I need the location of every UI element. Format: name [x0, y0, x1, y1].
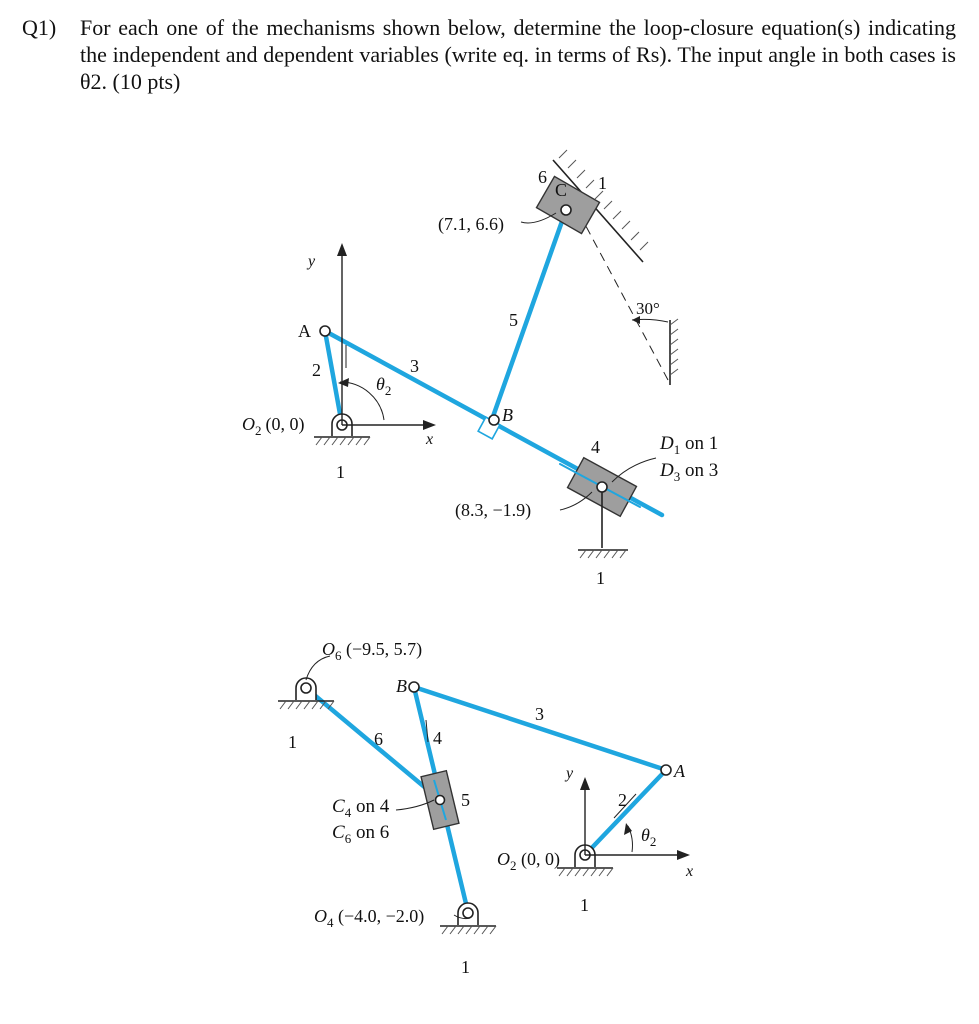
fig2-link-3-label: 3: [535, 704, 544, 724]
fig2-link-6-label: 6: [374, 729, 383, 749]
fig1-pin-B: [489, 415, 499, 425]
fig1-ground-4: [578, 550, 628, 558]
fig2-link-3: [414, 687, 666, 770]
fig1-origin-label: $O_2$ (0, 0): [242, 414, 305, 438]
fig1-link-5-label: 5: [509, 310, 518, 330]
fig2-link-2-label: 2: [618, 790, 627, 810]
question-text: For each one of the mechanisms shown below, determine the loop-closure equation(s) indicating the independent and dependent variables (write eq. in terms of Rs). The input angle in both cases is θ2. (10 pts): [80, 15, 956, 94]
fig1-y-arrow-icon: [337, 243, 347, 256]
fig1-angle-label: 30°: [636, 299, 660, 318]
fig1-link-5: [490, 210, 566, 425]
fig2-ground-1a: 1: [288, 732, 297, 752]
fig2-pin-A: [661, 765, 671, 775]
fig1-link-4-label: 4: [591, 437, 600, 457]
fig1-ground-1a: 1: [598, 173, 607, 193]
fig1-link-2: [325, 331, 342, 425]
fig1-note-D1: $D_1$ on 1: [660, 433, 719, 457]
fig1-slider-path: [572, 200, 668, 380]
fig2-label-A: A: [674, 761, 685, 781]
fig2-o4-label: $O_4$ (−4.0, −2.0): [314, 906, 425, 930]
fig1-link-2-label: 2: [312, 360, 321, 380]
fig2-ground-1c: 1: [461, 957, 470, 977]
fig1-vertical-wall: [670, 319, 678, 385]
fig1-link-3-label: 3: [410, 356, 419, 376]
fig2-link-5-label: 5: [461, 790, 470, 810]
fig1-label-B: B: [502, 405, 513, 425]
fig2-theta: $\theta_2$: [641, 825, 657, 849]
fig1-ground-1c: 1: [596, 568, 605, 588]
fig1-label-C: C: [555, 180, 568, 200]
fig2-axis-y-label: y: [566, 765, 574, 782]
fig2-pin-B: [409, 682, 419, 692]
fig1-theta-arrow-icon: [338, 378, 349, 387]
fig1-link-6-label: 6: [538, 167, 547, 187]
fig1-point-C-coords: (7.1, 6.6): [438, 214, 504, 234]
fig2-pin-C: [436, 796, 445, 805]
fig2-y-arrow-icon: [580, 777, 590, 790]
fig2-note-C6: $C_6$ on 6: [332, 822, 390, 846]
fig1-axis-x-label: x: [426, 431, 434, 448]
fig1-pin-C: [561, 205, 571, 215]
fig2-label-B: B: [396, 676, 407, 696]
fig2-ground-1b: 1: [580, 895, 589, 915]
fig1-theta: $\theta_2$: [376, 374, 392, 398]
fig1-x-arrow-icon: [423, 420, 436, 430]
fig1-pin-D: [597, 482, 607, 492]
fig2-o6-label: $O_6$ (−9.5, 5.7): [322, 639, 423, 663]
fig2-o2-label: $O_2$ (0, 0): [497, 849, 560, 873]
fig1-ground-1b: 1: [336, 462, 345, 482]
fig1-note-D3: $D_3$ on 3: [660, 460, 719, 484]
fig1-pin-A: [320, 326, 330, 336]
fig2-leader-O6: [306, 656, 330, 680]
fig1-point-D-coords: (8.3, −1.9): [455, 500, 532, 520]
figure-1: [242, 150, 718, 588]
question-number: Q1): [22, 15, 57, 40]
fig2-x-arrow-icon: [677, 850, 690, 860]
fig2-link-4-label: 4: [433, 728, 442, 748]
fig1-axis-y-label: y: [308, 253, 316, 270]
fig1-label-A: A: [298, 321, 311, 341]
figure-2: [278, 639, 693, 977]
fig2-note-C4: $C_4$ on 4: [332, 796, 390, 820]
fig2-axis-x-label: x: [686, 863, 694, 880]
